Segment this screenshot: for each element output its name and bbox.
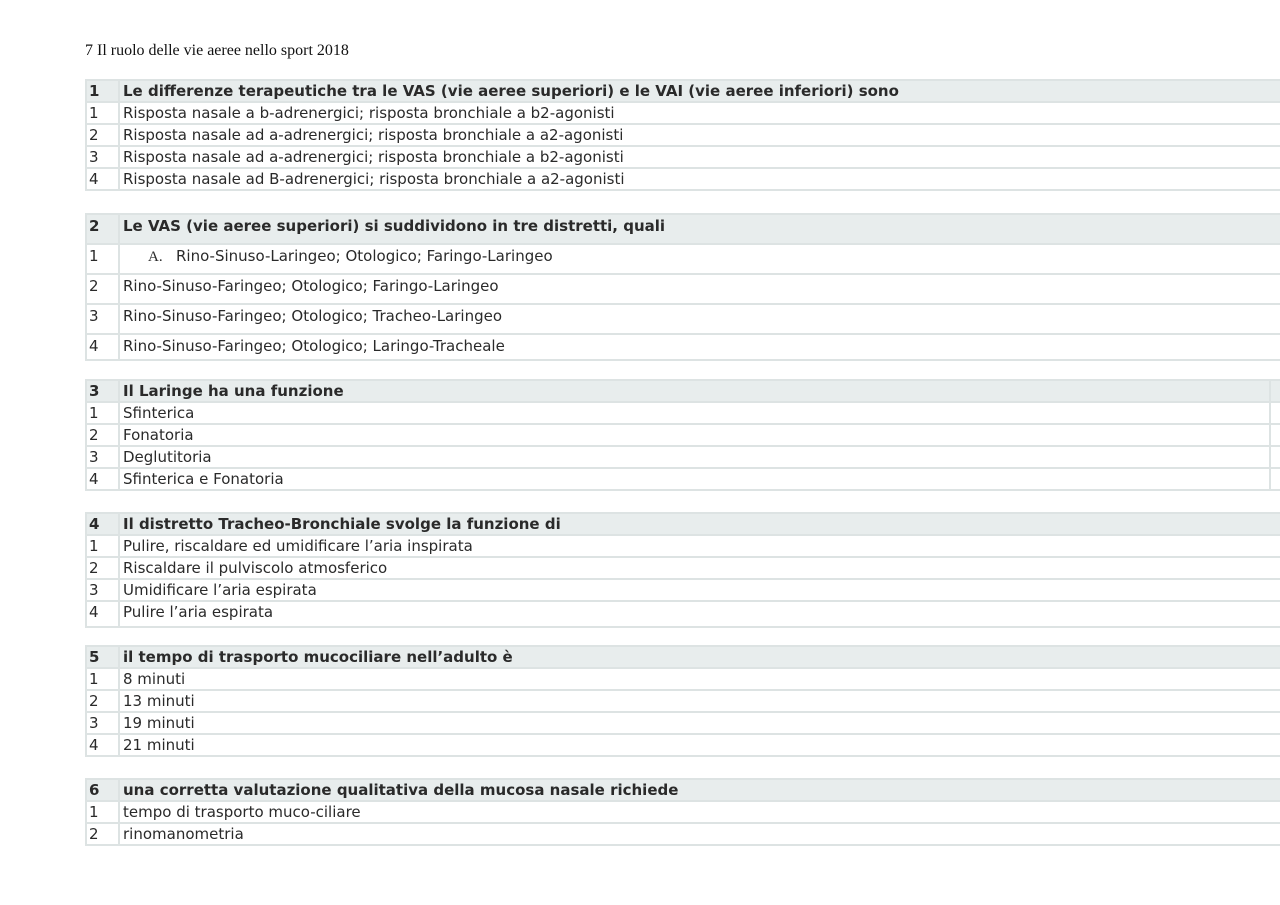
- option-row: [87, 403, 1280, 425]
- question-table-2: [85, 213, 1280, 361]
- option-text: Rino-Sinuso-Faringeo; Otologico; Faringo-Laringeo: [123, 277, 499, 295]
- option-row: [87, 103, 1280, 125]
- question-number: 3: [87, 381, 120, 401]
- list-letter-marker: A.: [148, 249, 163, 265]
- question-header: [87, 381, 1280, 403]
- question-text: Il Laringe ha una funzione: [123, 382, 344, 400]
- question-number: 2: [87, 215, 120, 243]
- question-number: 1: [87, 81, 120, 101]
- question-text: Le VAS (vie aeree superiori) si suddividono in tre distretti, quali: [123, 217, 666, 235]
- question-table-4: [85, 512, 1280, 628]
- option-text: Rino-Sinuso-Faringeo; Otologico; Laringo-Tracheale: [123, 337, 505, 355]
- option-row: [87, 275, 1280, 305]
- option-number: 1: [87, 245, 120, 273]
- option-number: 3: [87, 713, 120, 733]
- option-number: 4: [87, 169, 120, 189]
- option-text: Risposta nasale ad B-adrenergici; risposta bronchiale a a2-agonisti: [123, 170, 625, 188]
- question-text: una corretta valutazione qualitativa della mucosa nasale richiede: [123, 781, 679, 799]
- option-row: [87, 469, 1280, 489]
- option-row: [87, 245, 1280, 275]
- question-header: [87, 215, 1280, 245]
- option-number: 3: [87, 305, 120, 333]
- question-table-6: [85, 778, 1280, 846]
- option-number: 3: [87, 580, 120, 600]
- option-row: [87, 558, 1280, 580]
- option-number: 4: [87, 335, 120, 359]
- option-text: Risposta nasale a b-adrenergici; risposta bronchiale a b2-agonisti: [123, 104, 615, 122]
- question-number: 6: [87, 780, 120, 800]
- option-text: Umidificare l’aria espirata: [123, 581, 317, 599]
- option-number: 1: [87, 669, 120, 689]
- option-number: 4: [87, 469, 120, 489]
- option-text: 13 minuti: [123, 692, 195, 710]
- option-text: Rino-Sinuso-Laringeo; Otologico; Faringo-Laringeo: [176, 247, 553, 265]
- option-row: [87, 425, 1280, 447]
- question-number: 4: [87, 514, 120, 534]
- option-number: 2: [87, 824, 120, 844]
- question-header: [87, 514, 1280, 536]
- option-row: [87, 691, 1280, 713]
- option-text: 8 minuti: [123, 670, 186, 688]
- question-table-3: [85, 379, 1280, 491]
- question-header: [87, 647, 1280, 669]
- option-number: 2: [87, 275, 120, 303]
- option-row: [87, 536, 1280, 558]
- option-row: [87, 824, 1280, 844]
- question-text: Le differenze terapeutiche tra le VAS (vie aeree superiori) e le VAI (vie aeree inferiori) sono: [123, 82, 899, 100]
- option-number: 1: [87, 103, 120, 123]
- option-row: [87, 580, 1280, 602]
- option-text: 19 minuti: [123, 714, 195, 732]
- option-row: [87, 669, 1280, 691]
- option-row: [87, 735, 1280, 755]
- option-text: rinomanometria: [123, 825, 244, 843]
- option-number: 2: [87, 558, 120, 578]
- option-text: Deglutitoria: [123, 448, 212, 466]
- question-header: [87, 81, 1280, 103]
- question-table-5: [85, 645, 1280, 757]
- option-number: 4: [87, 735, 120, 755]
- question-text: il tempo di trasporto mucociliare nell’adulto è: [123, 648, 513, 666]
- option-text: Fonatoria: [123, 426, 194, 444]
- option-row: [87, 802, 1280, 824]
- option-text: Pulire, riscaldare ed umidificare l’aria inspirata: [123, 537, 473, 555]
- option-number: 4: [87, 602, 120, 626]
- option-text: Riscaldare il pulviscolo atmosferico: [123, 559, 388, 577]
- option-row: [87, 713, 1280, 735]
- option-number: 1: [87, 536, 120, 556]
- question-number: 5: [87, 647, 120, 667]
- option-text: Sfinterica: [123, 404, 195, 422]
- option-text: Rino-Sinuso-Faringeo; Otologico; Tracheo-Laringeo: [123, 307, 503, 325]
- option-row: [87, 169, 1280, 189]
- option-text: Pulire l’aria espirata: [123, 603, 274, 621]
- option-number: 2: [87, 425, 120, 445]
- option-text: 21 minuti: [123, 736, 195, 754]
- option-number: 2: [87, 125, 120, 145]
- question-header: [87, 780, 1280, 802]
- option-text-wrapper: [120, 245, 1280, 273]
- option-number: 1: [87, 802, 120, 822]
- option-text: Risposta nasale ad a-adrenergici; risposta bronchiale a a2-agonisti: [123, 126, 624, 144]
- option-text: Sfinterica e Fonatoria: [123, 470, 284, 488]
- option-number: 3: [87, 447, 120, 467]
- option-number: 1: [87, 403, 120, 423]
- option-number: 2: [87, 691, 120, 711]
- document-title: 7 Il ruolo delle vie aeree nello sport 2018: [85, 42, 349, 59]
- question-text: Il distretto Tracheo-Bronchiale svolge la funzione di: [123, 515, 561, 533]
- option-row: [87, 447, 1280, 469]
- option-text: Risposta nasale ad a-adrenergici; risposta bronchiale a b2-agonisti: [123, 148, 624, 166]
- option-row: [87, 125, 1280, 147]
- option-row: [87, 335, 1280, 359]
- option-row: [87, 305, 1280, 335]
- option-row: [87, 147, 1280, 169]
- option-text: tempo di trasporto muco-ciliare: [123, 803, 361, 821]
- question-table-1: [85, 79, 1280, 191]
- option-number: 3: [87, 147, 120, 167]
- option-row: [87, 602, 1280, 626]
